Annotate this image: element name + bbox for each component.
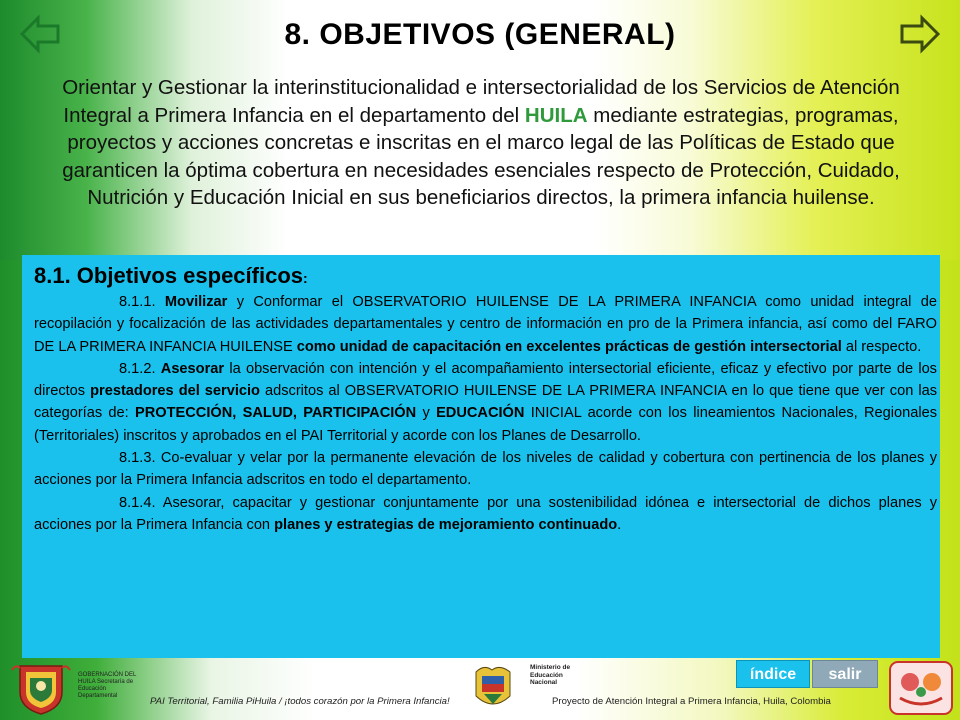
objective-verb: Movilizar <box>164 294 228 310</box>
general-objective <box>28 74 934 212</box>
objective-8-1-3 <box>34 447 937 492</box>
exit-button[interactable]: salir <box>812 660 878 688</box>
footer-right-text: Proyecto de Atención Integral a Primera Infancia, Huila, Colombia <box>552 696 831 707</box>
objective-bold-text: EDUCACIÓN <box>436 405 525 422</box>
ministry-text: Ministerio de Educación Nacional <box>530 664 571 686</box>
objective-number: 8.1.2. <box>119 360 161 377</box>
objective-text: la observación con intención y el acompañamiento intersectorial eficiente, eficaz y efectivo por parte de los directos <box>34 360 937 400</box>
index-button[interactable]: índice <box>736 660 810 688</box>
heading-colon: : <box>303 270 308 286</box>
objective-verb: Asesorar <box>160 360 225 377</box>
heading-text: 8.1. Objetivos específicos <box>34 263 304 288</box>
objective-text: 8.1.3. Co-evaluar y velar por la permanente elevación de los niveles de calidad y cobertura con pertinencia de los planes y acciones por la Primera Infancia adscritos en todo el departamento. <box>34 450 937 489</box>
objective-text: INICIAL acorde con los lineamientos Nacionales, Regionales (Territoriales) inscritos y aprobados en el PAI Territorial y acorde con los Planes de Desarrollo. <box>34 405 937 444</box>
objective-8-1-4 <box>34 492 937 537</box>
general-text-part: mediante estrategias, programas, proyectos y acciones concretas e inscritas en el marco legal de las Políticas de Estado que garanticen la óptima cobertura en necesidades esenciales respecto de Protección, Cuidado, Nutrición y Educación Inicial en sus beneficiarios directos, la primera infancia huilense. <box>62 103 900 210</box>
huila-emblem-icon <box>10 662 72 716</box>
objective-text: . <box>617 516 622 533</box>
footer-left-text: PAI Territorial, Familia PiHuila / ¡todos corazón por la Primera Infancia! <box>150 696 450 707</box>
specific-objectives-heading <box>34 263 308 289</box>
objective-text: y Conformar el OBSERVATORIO HUILENSE DE LA PRIMERA INFANCIA como unidad integral de recopilación y focalización de las actividades departamentales y centro de información en pro de la Primera infancia, así como del FARO DE LA PRIMERA INFANCIA HUILENSE <box>34 294 937 355</box>
objective-8-1-2 <box>34 358 937 447</box>
objective-bold-text: PROTECCIÓN, SALUD, PARTICIPACIÓN <box>135 405 417 422</box>
objectives-list <box>34 291 937 536</box>
objective-text: al respecto. <box>841 338 922 355</box>
arrow-right-icon[interactable] <box>898 12 942 56</box>
objective-bold-text: planes y estrategias de mejoramiento continuado <box>274 516 618 533</box>
general-text-part: Orientar y Gestionar la interinstitucionalidad e intersectorialidad de los Servicios de Atención Integral a Primera Infancia en el departamento del <box>62 76 900 127</box>
objective-bold-text: prestadores del servicio <box>90 383 260 400</box>
objective-8-1-1 <box>34 291 937 358</box>
huila-naturaleza-logo-icon <box>888 660 954 716</box>
objective-bold-text: como unidad de capacitación en excelentes prácticas de gestión intersectorial <box>296 338 842 355</box>
objective-text: 8.1.4. Asesorar, capacitar y gestionar conjuntamente por una sostenibilidad idónea e intersectorial de dichos planes y acciones por la Primera Infancia con <box>34 494 937 533</box>
objective-number: 8.1.1. <box>119 294 165 310</box>
huila-highlight: HUILA <box>524 103 588 127</box>
page-title: 8. OBJETIVOS (GENERAL) <box>284 18 676 51</box>
specific-objectives-panel <box>22 255 940 658</box>
governorate-text: GOBERNACIÓN DEL HUILA Secretaría de Educación Departamental <box>78 672 137 699</box>
objective-text: adscritos al OBSERVATORIO HUILENSE DE LA PRIMERA INFANCIA en lo que tiene que ver con las categorías de: <box>34 383 937 422</box>
objective-text: y <box>416 405 437 422</box>
